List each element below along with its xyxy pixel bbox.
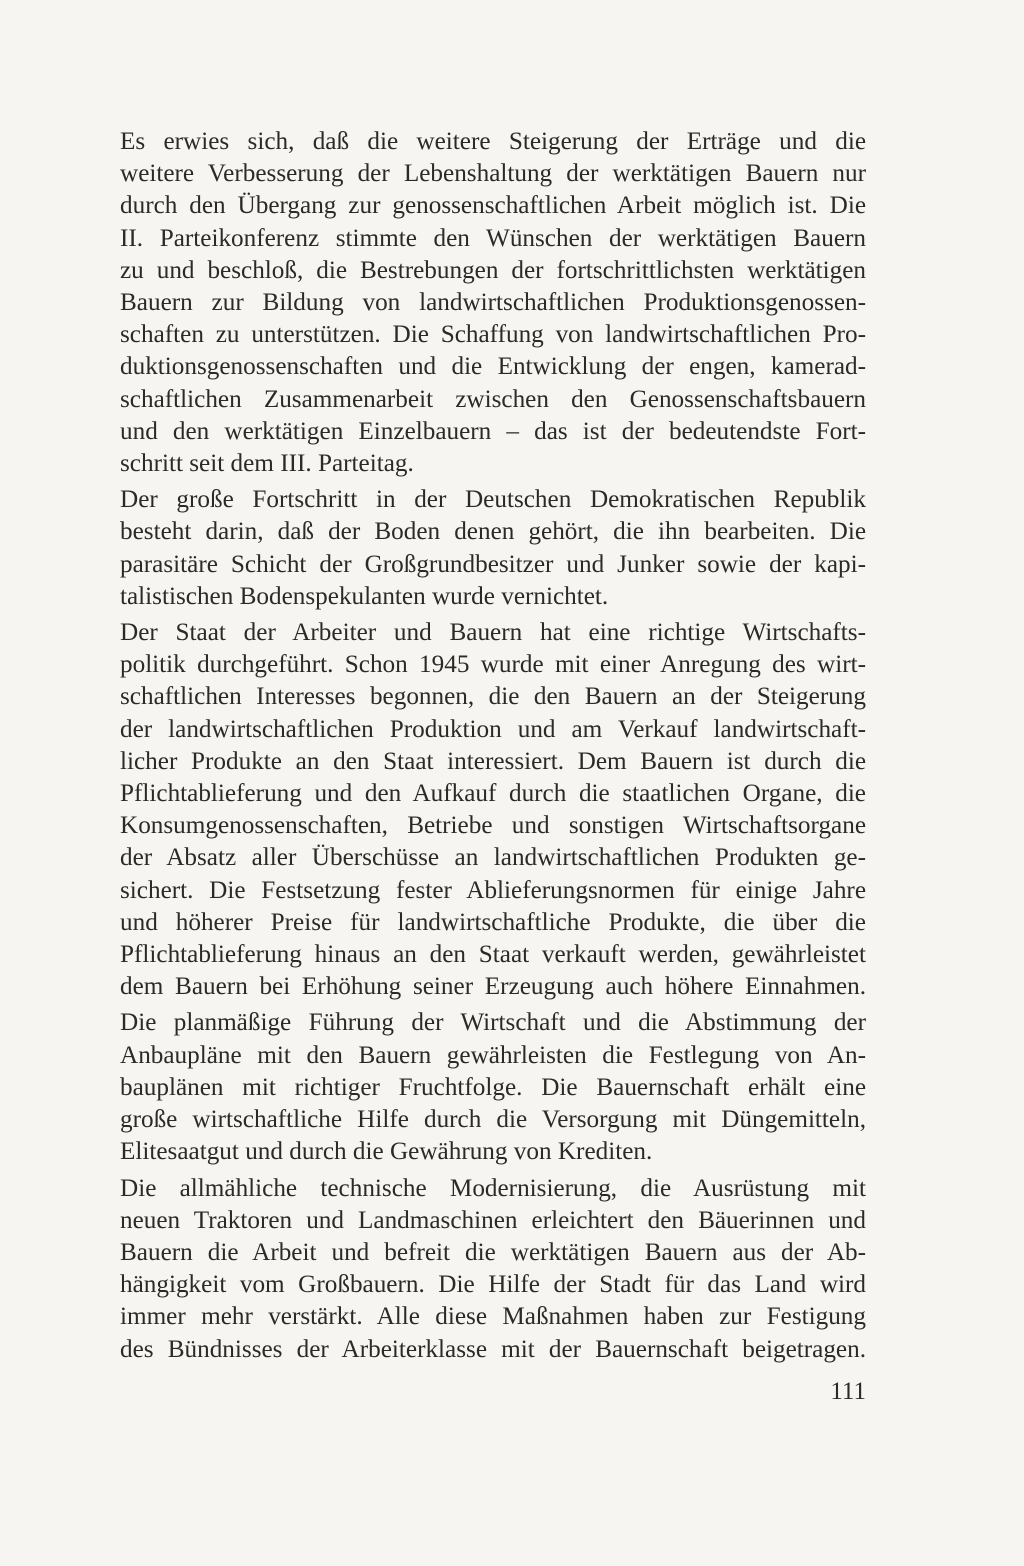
text-line: besteht darin, daß der Boden denen gehört, die ihn bearbeiten. Die <box>120 518 866 546</box>
text-line: neuen Traktoren und Landmaschinen erleichtert den Bäuerinnen und <box>120 1206 866 1234</box>
text-line: II. Parteikonferenz stimmte den Wünschen der werktätigen Bauern <box>120 224 866 252</box>
text-line: Der Staat der Arbeiter und Bauern hat eine richtige Wirtschafts- <box>120 619 866 647</box>
text-line: Bauern die Arbeit und befreit die werktätigen Bauern aus der Ab- <box>120 1238 866 1266</box>
text-line: sichert. Die Festsetzung fester Ablieferungsnormen für einige Jahre <box>120 876 866 904</box>
text-line: Der große Fortschritt in der Deutschen Demokratischen Republik <box>120 486 866 514</box>
text-line: parasitäre Schicht der Großgrundbesitzer und Junker sowie der kapi- <box>120 550 866 578</box>
text-line: Pflichtablieferung hinaus an den Staat verkauft werden, gewährleistet <box>120 941 866 969</box>
text-line: bauplänen mit richtiger Fruchtfolge. Die Bauernschaft erhält eine <box>120 1073 866 1101</box>
text-line: Es erwies sich, daß die weitere Steigerung der Erträge und die <box>120 128 866 155</box>
text-line: Pflichtablieferung und den Aufkauf durch die staatlichen Organe, die <box>120 780 866 808</box>
text-line: und höherer Preise für landwirtschaftliche Produkte, die über die <box>120 908 866 936</box>
text-line: Die planmäßige Führung der Wirtschaft und die Abstimmung der <box>120 1009 866 1037</box>
text-line: licher Produkte an den Staat interessiert. Dem Bauern ist durch die <box>120 747 866 775</box>
text-line: große wirtschaftliche Hilfe durch die Versorgung mit Düngemitteln, <box>120 1106 866 1134</box>
text-line: und den werktätigen Einzelbauern – das ist der bedeutendste Fort- <box>120 417 866 445</box>
text-line: Konsumgenossenschaften, Betriebe und sonstigen Wirtschaftsorgane <box>120 812 866 840</box>
text-line: schaftlichen Interesses begonnen, die den Bauern an der Steigerung <box>120 683 866 711</box>
text-line: zu und beschloß, die Bestrebungen der fortschrittlichsten werktätigen <box>120 256 866 284</box>
text-line: durch den Übergang zur genossenschaftlichen Arbeit möglich ist. Die <box>120 192 866 220</box>
text-line: dem Bauern bei Erhöhung seiner Erzeugung auch höhere Einnahmen. <box>120 973 866 1001</box>
text-line: hängigkeit vom Großbauern. Die Hilfe der Stadt für das Land wird <box>120 1271 866 1299</box>
text-line: schritt seit dem III. Parteitag. <box>120 450 414 478</box>
paragraph-1 <box>120 126 866 480</box>
text-line: politik durchgeführt. Schon 1945 wurde mit einer Anregung des wirt- <box>120 651 866 679</box>
text-line: schaften zu unterstützen. Die Schaffung von landwirtschaftlichen Pro- <box>120 321 866 349</box>
text-line: der landwirtschaftlichen Produktion und am Verkauf landwirtschaft- <box>120 715 866 743</box>
paragraph-3 <box>120 617 866 1003</box>
text-line: der Absatz aller Überschüsse an landwirtschaftlichen Produkten ge- <box>120 844 866 872</box>
text-line: weitere Verbesserung der Lebenshaltung der werktätigen Bauern nur <box>120 160 866 188</box>
paragraph-2 <box>120 484 866 613</box>
text-line: duktionsgenossenschaften und die Entwicklung der engen, kamerad- <box>120 353 866 381</box>
text-line: Elitesaatgut und durch die Gewährung von Krediten. <box>120 1138 653 1166</box>
text-line: immer mehr verstärkt. Alle diese Maßnahmen haben zur Festigung <box>120 1303 866 1331</box>
text-line: talistischen Bodenspekulanten wurde vernichtet. <box>120 582 609 610</box>
text-line: schaftlichen Zusammenarbeit zwischen den Genossenschaftsbauern <box>120 385 866 413</box>
text-line: des Bündnisses der Arbeiterklasse mit der Bauernschaft beigetragen. <box>120 1335 866 1363</box>
text-line: Die allmähliche technische Modernisierung, die Ausrüstung mit <box>120 1174 866 1202</box>
text-line: Anbaupläne mit den Bauern gewährleisten die Festlegung von An- <box>120 1041 866 1069</box>
paragraph-4 <box>120 1007 866 1168</box>
text-line: Bauern zur Bildung von landwirtschaftlichen Produktionsgenossen- <box>120 289 866 317</box>
paragraph-5 <box>120 1173 866 1366</box>
body-text <box>120 126 866 1370</box>
page-number: 111 <box>830 1378 866 1405</box>
